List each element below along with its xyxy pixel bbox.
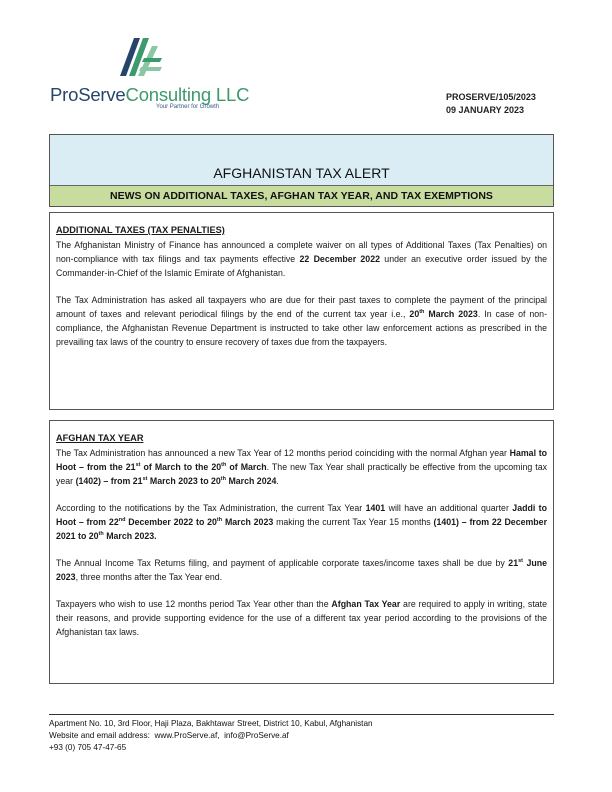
paragraph: The Tax Administration has announced a new Tax Year of 12 months period coinciding with the normal Afghan year Hamal to Hoot – from the 21st of March to the 20th of March. The new Tax Year shall practically be effective from the upcoming tax year (1402) – from 21st March 2023 to 20th March 2024. <box>56 448 547 486</box>
section-additional-taxes <box>49 212 554 410</box>
title-band <box>50 135 553 185</box>
email-link[interactable]: info@ProServe.af <box>224 731 289 740</box>
alert-title-box <box>49 134 554 207</box>
paragraph: Taxpayers who wish to use 12 months period Tax Year other than the Afghan Tax Year are required to apply in writing, state their reasons, and provide supporting evidence for the use of a different tax year period according to the provisions of the Afghanistan tax laws. <box>56 599 547 637</box>
reference-code: PROSERVE/105/2023 <box>446 92 536 102</box>
reference-date: 09 JANUARY 2023 <box>446 105 525 115</box>
reference-block <box>446 91 536 117</box>
section-heading: ADDITIONAL TAXES (TAX PENALTIES) <box>56 225 225 235</box>
subtitle-band <box>50 185 553 206</box>
alert-subtitle: NEWS ON ADDITIONAL TAXES, AFGHAN TAX YEAR, AND TAX EXEMPTIONS <box>110 190 493 202</box>
paragraph: According to the notifications by the Tax Administration, the current Tax Year 1401 will have an additional quarter Jaddi to Hoot – from 22nd December 2022 to 20th March 2023 making the current Tax Year 15 months (1401) – from 22 December 2021 to 20th March 2023. <box>56 503 547 541</box>
section-afghan-tax-year <box>49 420 554 684</box>
section-heading: AFGHAN TAX YEAR <box>56 433 144 443</box>
paragraph: The Annual Income Tax Returns filing, and payment of applicable corporate taxes/income taxes shall be due by 21st June 2023, three months after the Tax Year end. <box>56 558 548 582</box>
paragraph: The Afghanistan Ministry of Finance has announced a complete waiver on all types of Additional Taxes (Tax Penalties) on non-compliance with tax filings and tax payments effective 22 December 2022 under an executive order issued by the Commander-in-Chief of the Islamic Emirate of Afghanistan. <box>56 240 547 278</box>
paragraph: The Tax Administration has asked all taxpayers who are due for their past taxes to complete the payment of the principal amount of taxes and relevant periodical filings by the end of the current tax year i.e., 20th March 2023. In case of non-compliance, the Afghanistan Revenue Department is instructed to take other law enforcement actions as prescribed in the prevailing tax laws of the country to ensure recovery of taxes due from the taxpayers. <box>56 295 548 347</box>
footer-contact: Website and email address: www.ProServe.af, info@ProServe.af <box>49 731 289 740</box>
footer <box>49 714 554 754</box>
company-name: ProServeConsulting LLC <box>50 84 250 105</box>
footer-address: Apartment No. 10, 3rd Floor, Haji Plaza, Bakhtawar Street, District 10, Kabul, Afghanistan <box>49 719 373 728</box>
company-tagline: Your Partner for Growth <box>156 104 220 110</box>
alert-title: AFGHANISTAN TAX ALERT <box>213 165 390 181</box>
letterhead <box>0 0 612 130</box>
website-link[interactable]: www.ProServe.af <box>154 731 218 740</box>
footer-phone: +93 (0) 705 47-47-65 <box>49 743 127 752</box>
company-logo-icon <box>114 36 164 80</box>
